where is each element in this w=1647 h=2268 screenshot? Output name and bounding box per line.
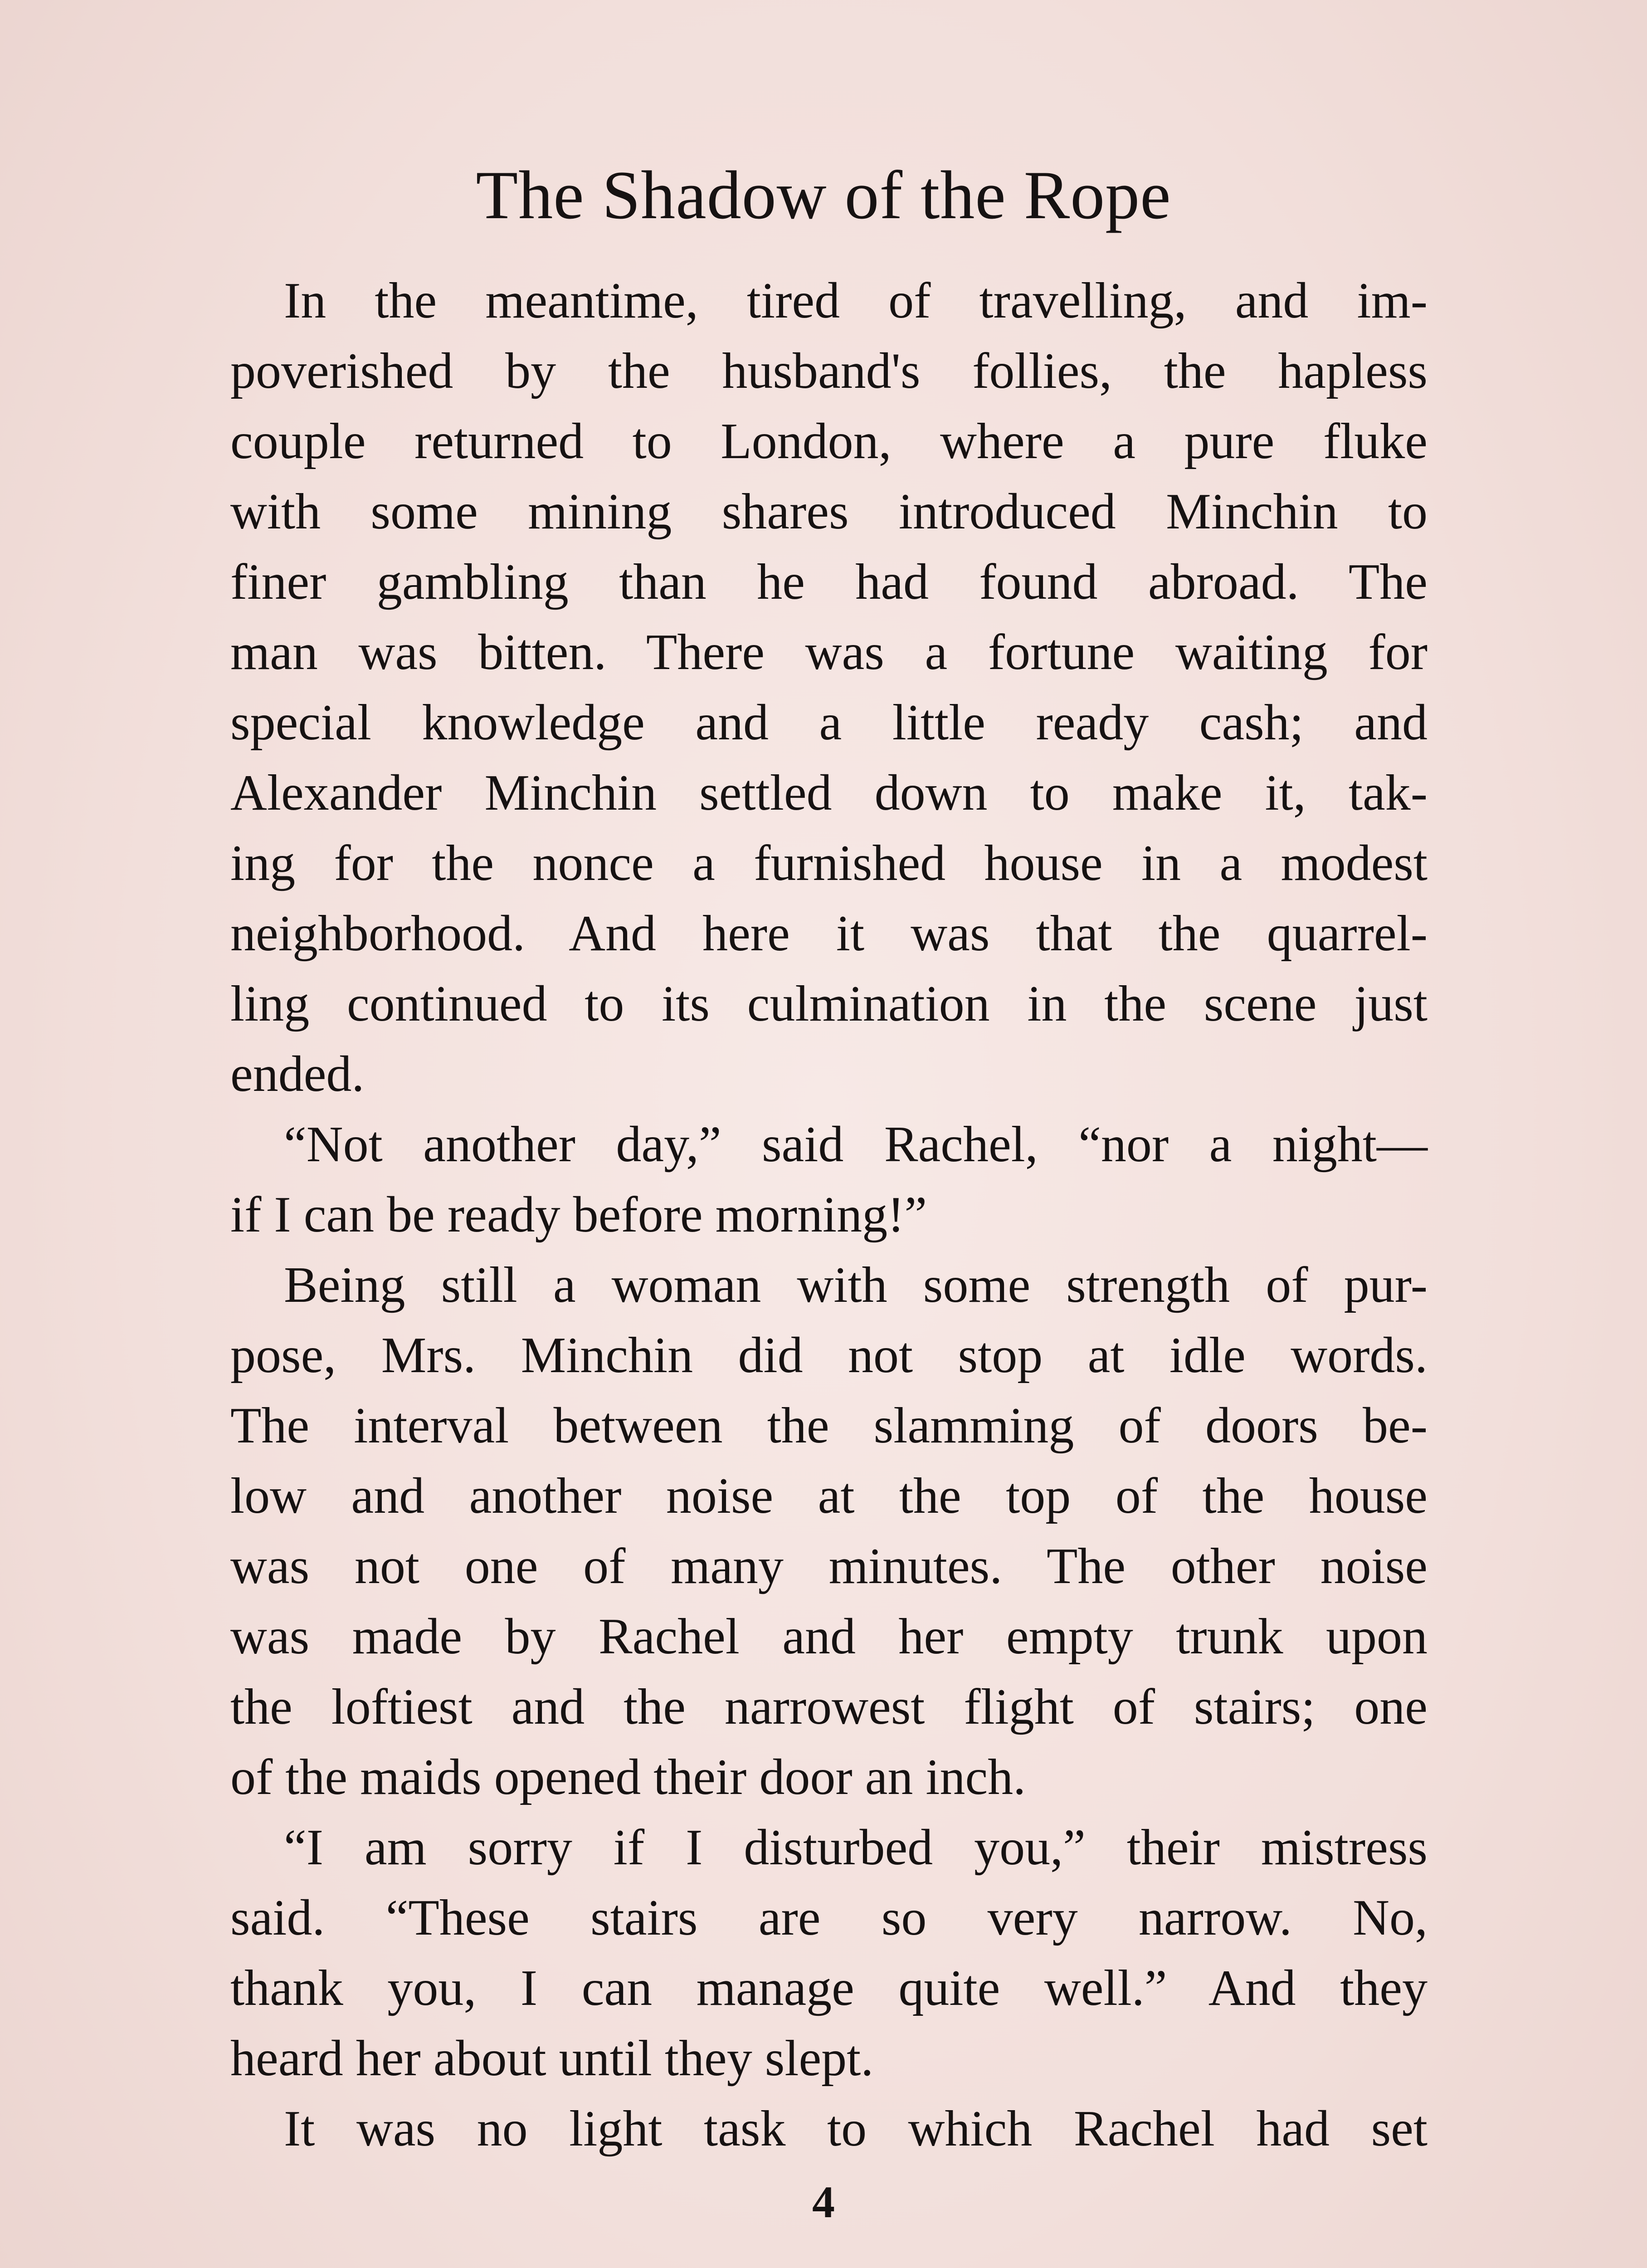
text-line: if I can be ready before morning!”: [230, 1187, 927, 1243]
text-line: special knowledge and a little ready cash; and: [230, 694, 1428, 751]
text-line: man was bitten. There was a fortune waiting for: [230, 624, 1428, 680]
paragraph-3: [230, 1250, 1428, 1813]
text-line: poverished by the husband's follies, the hapless: [230, 343, 1428, 399]
paragraph-4: [230, 1813, 1428, 2094]
text-line: thank you, I can manage quite well.” And they: [230, 1960, 1428, 2016]
text-line: ing for the nonce a furnished house in a modest: [230, 835, 1428, 891]
text-line: finer gambling than he had found abroad. The: [230, 554, 1428, 610]
text-line: ling continued to its culmination in the scene just: [230, 976, 1428, 1032]
text-line: was made by Rachel and her empty trunk upon: [230, 1608, 1428, 1665]
body-text: [230, 266, 1428, 2164]
text-line: low and another noise at the top of the house: [230, 1468, 1428, 1524]
text-line: ended.: [230, 1046, 365, 1102]
text-line: “I am sorry if I disturbed you,” their mistress: [284, 1819, 1428, 1876]
text-line: It was no light task to which Rachel had set: [284, 2101, 1428, 2157]
text-line: “Not another day,” said Rachel, “nor a night—: [284, 1116, 1428, 1173]
text-line: pose, Mrs. Minchin did not stop at idle words.: [230, 1327, 1428, 1383]
paragraph-5: [230, 2094, 1428, 2164]
text-line: was not one of many minutes. The other noise: [230, 1538, 1428, 1594]
text-line: heard her about until they slept.: [230, 2030, 874, 2087]
text-line: Alexander Minchin settled down to make it, tak-: [230, 765, 1428, 821]
text-line: of the maids opened their door an inch.: [230, 1749, 1026, 1805]
paragraph-1: [230, 266, 1428, 1110]
text-line: couple returned to London, where a pure fluke: [230, 413, 1428, 469]
text-line: neighborhood. And here it was that the quarrel-: [230, 905, 1428, 962]
text-line: with some mining shares introduced Minchin to: [230, 484, 1428, 540]
running-head: The Shadow of the Rope: [476, 157, 1171, 233]
text-line: The interval between the slamming of doors be-: [230, 1398, 1428, 1454]
page-number: 4: [812, 2177, 835, 2227]
text-line: Being still a woman with some strength of pur-: [284, 1257, 1428, 1313]
paragraph-2: [230, 1110, 1428, 1250]
text-line: said. “These stairs are so very narrow. No,: [230, 1890, 1428, 1946]
text-line: In the meantime, tired of travelling, and im-: [284, 273, 1428, 329]
text-line: the loftiest and the narrowest flight of stairs; one: [230, 1679, 1428, 1735]
